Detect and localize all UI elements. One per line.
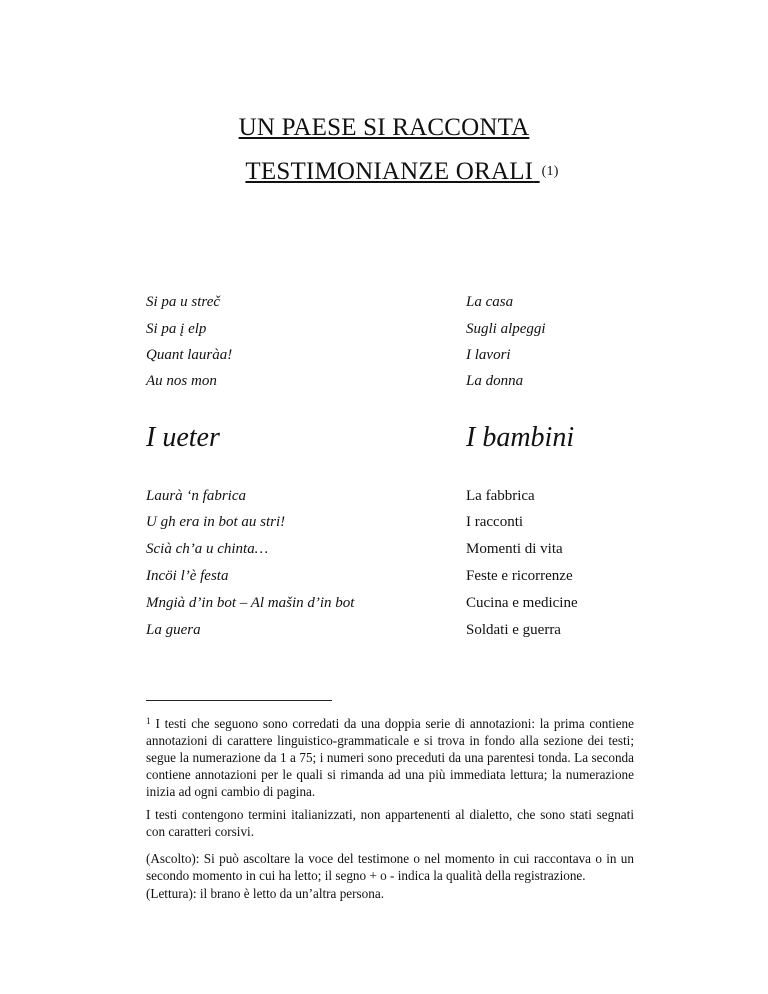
italian-title: La fabbrica [466,488,535,504]
subtitle-text: TESTIMONIANZE ORALI [245,158,534,185]
dialect-title: Laurà ‘n fabrica [146,488,247,504]
italian-title: Sugli alpeggi [466,321,546,337]
footnote-paragraph: (Ascolto): Si può ascoltare la voce del testimone o nel momento in cui raccontava o in un secondo momento in cui ha letto; il segno + o - indica la qualità della registrazione. [146,851,634,883]
footnote-paragraph: (Lettura): il brano è letto da un’altra persona. [146,886,385,901]
footnote-separator [146,700,332,701]
italian-title: I racconti [466,514,524,530]
dialect-title: Mngià d’in bot – Al mašin d’in bot [146,595,355,611]
italian-heading: I bambini [466,422,575,453]
dialect-heading: I ueter [146,422,220,453]
footnote-text: I testi che seguono sono corredati da una doppia serie di annotazioni: la prima contiene annotazioni di carattere linguistico-grammaticale e si trova in fondo alla sezione dei testi; segue la numerazione da 1 a 75; i numeri sono preceduti da una parentesi tonda. La seconda contiene annotazioni per le quali si rimanda ad una più immediata lettura; la numerazione inizia ad ogni cambio di pagina. [146,716,634,799]
footnote-reference: (1) [541,164,559,179]
page-subtitle [18,158,768,186]
dialect-title: Incöi l’è festa [146,568,229,584]
italian-title: La casa [466,294,514,310]
italian-title: Soldati e guerra [466,622,561,638]
italian-title: Feste e ricorrenze [466,568,573,584]
dialect-title: Au nos mon [146,373,217,389]
dialect-title: Si pa u streč [146,294,221,310]
footnote-marker: 1 [146,716,151,726]
italian-title: I lavori [466,347,511,363]
dialect-title: Si pa į elp [146,321,207,337]
italian-title: Momenti di vita [466,541,563,557]
italian-title: La donna [466,373,524,389]
italian-title: Cucina e medicine [466,595,578,611]
footnote-paragraph [146,713,634,800]
dialect-title: Scià ch’a u chinta… [146,541,269,557]
footnote-paragraph: I testi contengono termini italianizzati, non appartenenti al dialetto, che sono stati segnati con caratteri corsivi. [146,807,634,839]
dialect-title: U gh era in bot au stri! [146,514,286,530]
dialect-title: La guera [146,622,201,638]
page-title: UN PAESE SI RACCONTA [238,114,530,141]
dialect-title: Quant lauràa! [146,347,233,363]
